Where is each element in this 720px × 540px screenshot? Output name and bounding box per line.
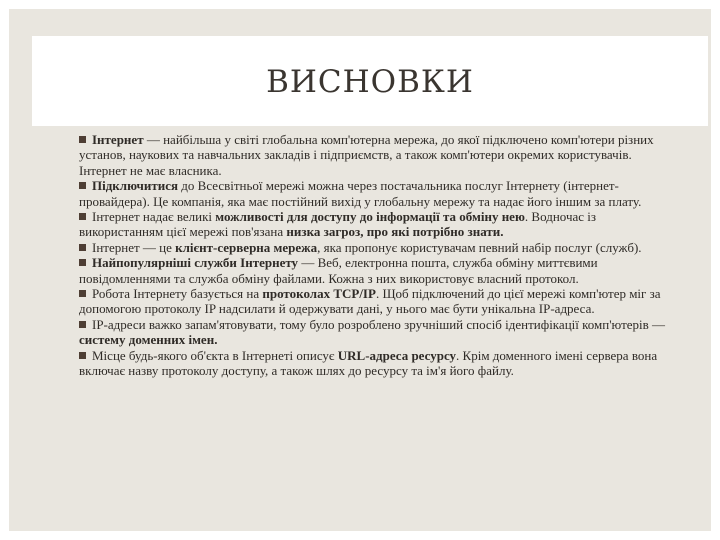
slide-title: ВИСНОВКИ bbox=[266, 64, 474, 100]
bullet-item bbox=[79, 209, 671, 240]
square-bullet-icon bbox=[79, 259, 86, 266]
text: Робота Інтернету базується на bbox=[92, 286, 263, 302]
square-bullet-icon bbox=[79, 244, 86, 251]
bullet-item bbox=[79, 255, 671, 286]
bold-text: можливості для доступу до інформації та обміну нею bbox=[215, 209, 525, 225]
square-bullet-icon bbox=[79, 290, 86, 297]
bullet-item bbox=[79, 348, 671, 379]
square-bullet-icon bbox=[79, 213, 86, 220]
text: Інтернет — це bbox=[92, 239, 176, 255]
text: Інтернет надає великі bbox=[92, 209, 216, 225]
text: до Всесвітньої мережі можна через постачальника послуг Інтернету (інтернет-провайдера). Це компанія, яка має постійний вихід у глобальну мережу та надає його іншим за плату. bbox=[79, 178, 642, 209]
square-bullet-icon bbox=[79, 321, 86, 328]
bullet-item bbox=[79, 240, 671, 255]
square-bullet-icon bbox=[79, 182, 86, 189]
bullet-item bbox=[79, 178, 671, 209]
bullet-item bbox=[79, 286, 671, 317]
text: . Водночас із використанням цієї мережі пов'язана bbox=[79, 209, 597, 240]
bold-text: протоколах TCP/IP bbox=[262, 286, 376, 302]
bold-text: Підключитися bbox=[92, 178, 179, 194]
bold-text: Інтернет bbox=[92, 132, 144, 147]
text: — найбільша у світі глобальна комп'ютерна мережа, до якої підключено комп'ютери різних установ, наукових та навчальних закладів і підприємств, а також комп'ютери окремих користувачів. Інтернет не має власника. bbox=[79, 132, 654, 178]
bullet-item bbox=[79, 132, 671, 178]
bold-text: клієнт-серверна мережа bbox=[175, 239, 318, 255]
bold-text: URL-адреса ресурсу bbox=[337, 347, 457, 363]
text: IP-адреси важко запам'ятовувати, тому було розроблено зручніший спосіб ідентифікації комп'ютерів — bbox=[92, 316, 666, 332]
text: . Крім доменного імені сервера вона включає назву протоколу доступу, а також шлях до ресурсу та ім'я його файлу. bbox=[79, 347, 658, 379]
text: , яка пропонує користувачам певний набір послуг (служб). bbox=[317, 239, 642, 255]
bold-text: Найпопулярніші служби Інтернету bbox=[92, 255, 299, 271]
text: Місце будь-якого об'єкта в Інтернеті описує bbox=[92, 347, 338, 363]
bullet-item bbox=[79, 317, 671, 348]
bold-text: систему доменних імен. bbox=[79, 332, 218, 348]
square-bullet-icon bbox=[79, 352, 86, 359]
bullet-list bbox=[79, 132, 671, 379]
bold-text: низка загроз, про які потрібно знати. bbox=[286, 224, 504, 240]
square-bullet-icon bbox=[79, 136, 86, 143]
text: — Веб, електронна пошта, служба обміну миттєвими повідомленнями та служба обміну файлами. Кожна з них використовує власний протокол. bbox=[79, 255, 598, 286]
text: . Щоб підключений до цієї мережі комп'ютер міг за допомогою протоколу IP надсилати й одержувати дані, у нього має бути унікальна IP-адреса. bbox=[79, 286, 661, 317]
title-box bbox=[32, 36, 708, 126]
